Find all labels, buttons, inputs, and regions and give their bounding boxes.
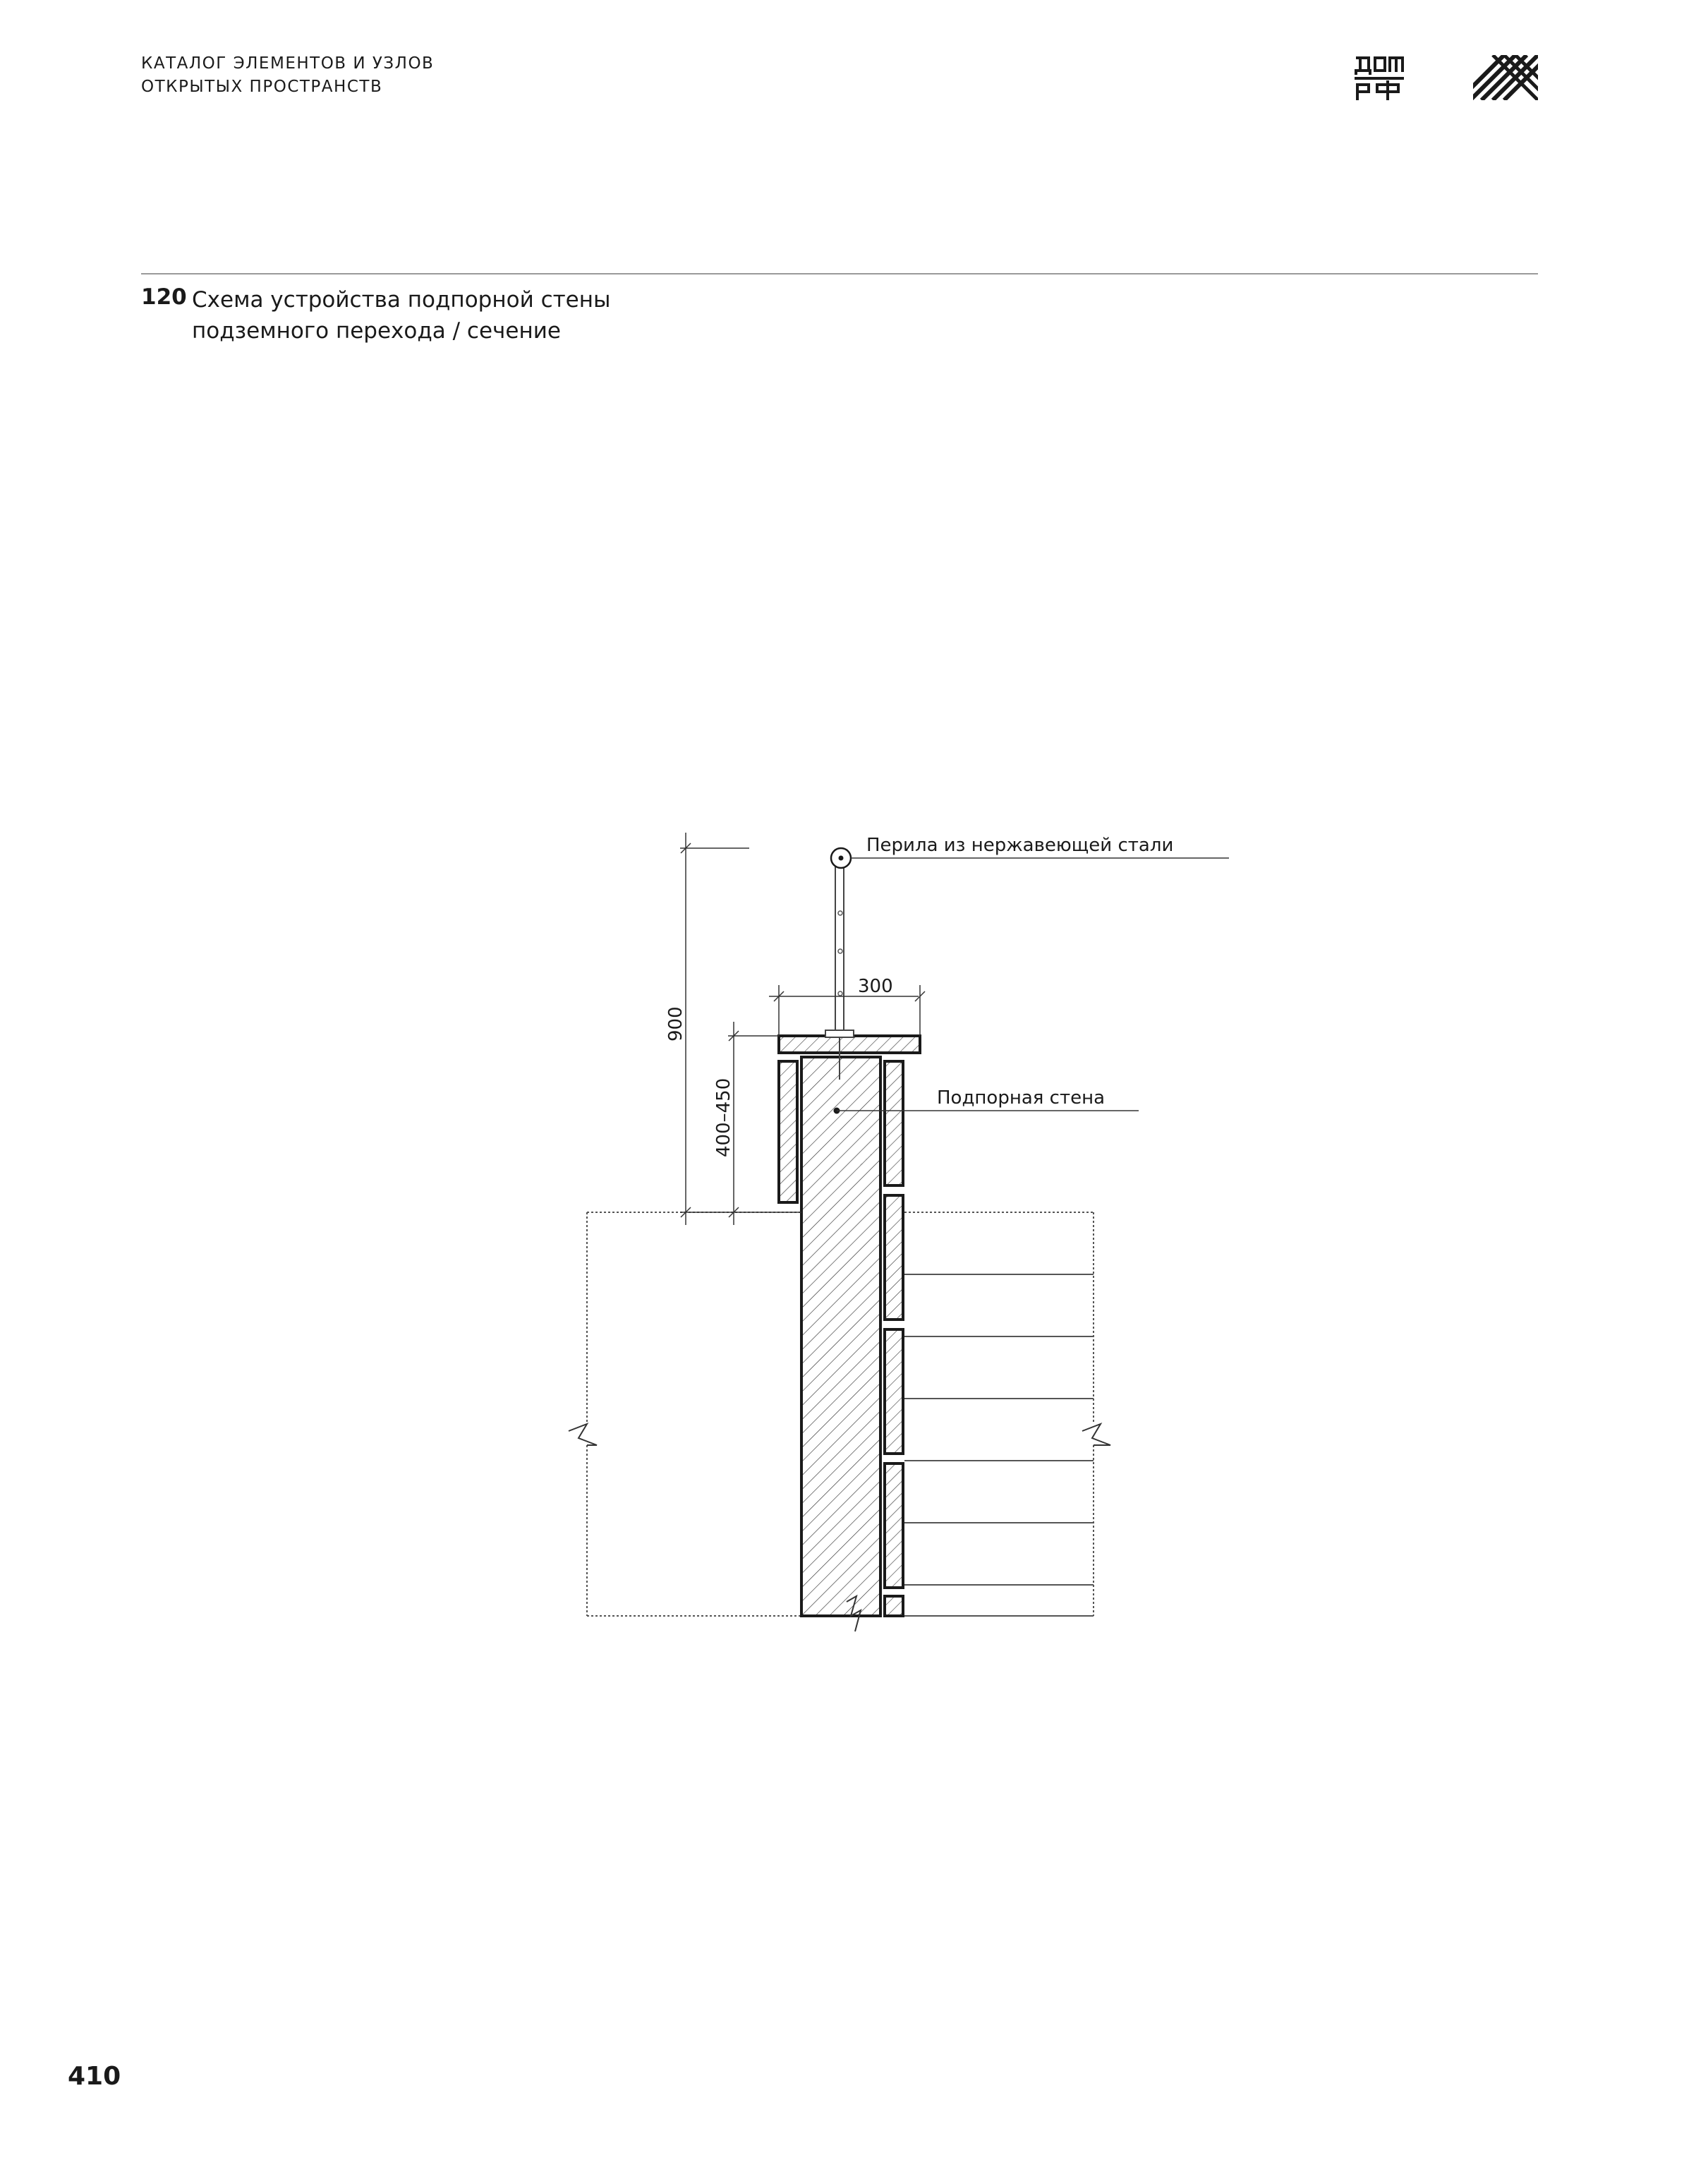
right-cladding-panels xyxy=(885,1061,903,1616)
wall-coping-slab xyxy=(779,1036,920,1053)
left-ground-outline xyxy=(587,1212,801,1616)
page-number: 410 xyxy=(68,2062,121,2091)
dimension-400-450-label: 400–450 xyxy=(713,1078,734,1157)
right-cladding-panel xyxy=(885,1596,903,1616)
right-ground-outline xyxy=(904,1212,1094,1616)
dimension-300 xyxy=(769,985,925,1036)
right-cladding-panel xyxy=(885,1329,903,1454)
left-break-symbol xyxy=(569,1424,597,1445)
figure-title-line-1: Схема устройства подпорной стены xyxy=(192,287,611,313)
header-line-2: ОТКРЫТЫХ ПРОСТРАНСТВ xyxy=(141,78,383,96)
right-cladding-panel xyxy=(885,1061,903,1185)
left-cladding-panel xyxy=(779,1061,797,1202)
dimension-900-label: 900 xyxy=(665,1006,686,1042)
figure-title-line-2: подземного перехода / сечение xyxy=(192,318,561,344)
label-railing: Перила из нержавеющей стали xyxy=(866,835,1174,856)
right-break-symbol xyxy=(1082,1424,1110,1445)
dimension-400-450 xyxy=(728,1022,779,1225)
header-line-1: КАТАЛОГ ЭЛЕМЕНТОВ И УЗЛОВ xyxy=(141,54,435,73)
right-cladding-panel xyxy=(885,1195,903,1320)
dimension-300-label: 300 xyxy=(858,976,893,997)
right-cladding-panel xyxy=(885,1463,903,1588)
figure-number: 120 xyxy=(141,284,187,310)
label-wall: Подпорная стена xyxy=(937,1087,1106,1109)
retaining-wall-body xyxy=(801,1057,880,1616)
